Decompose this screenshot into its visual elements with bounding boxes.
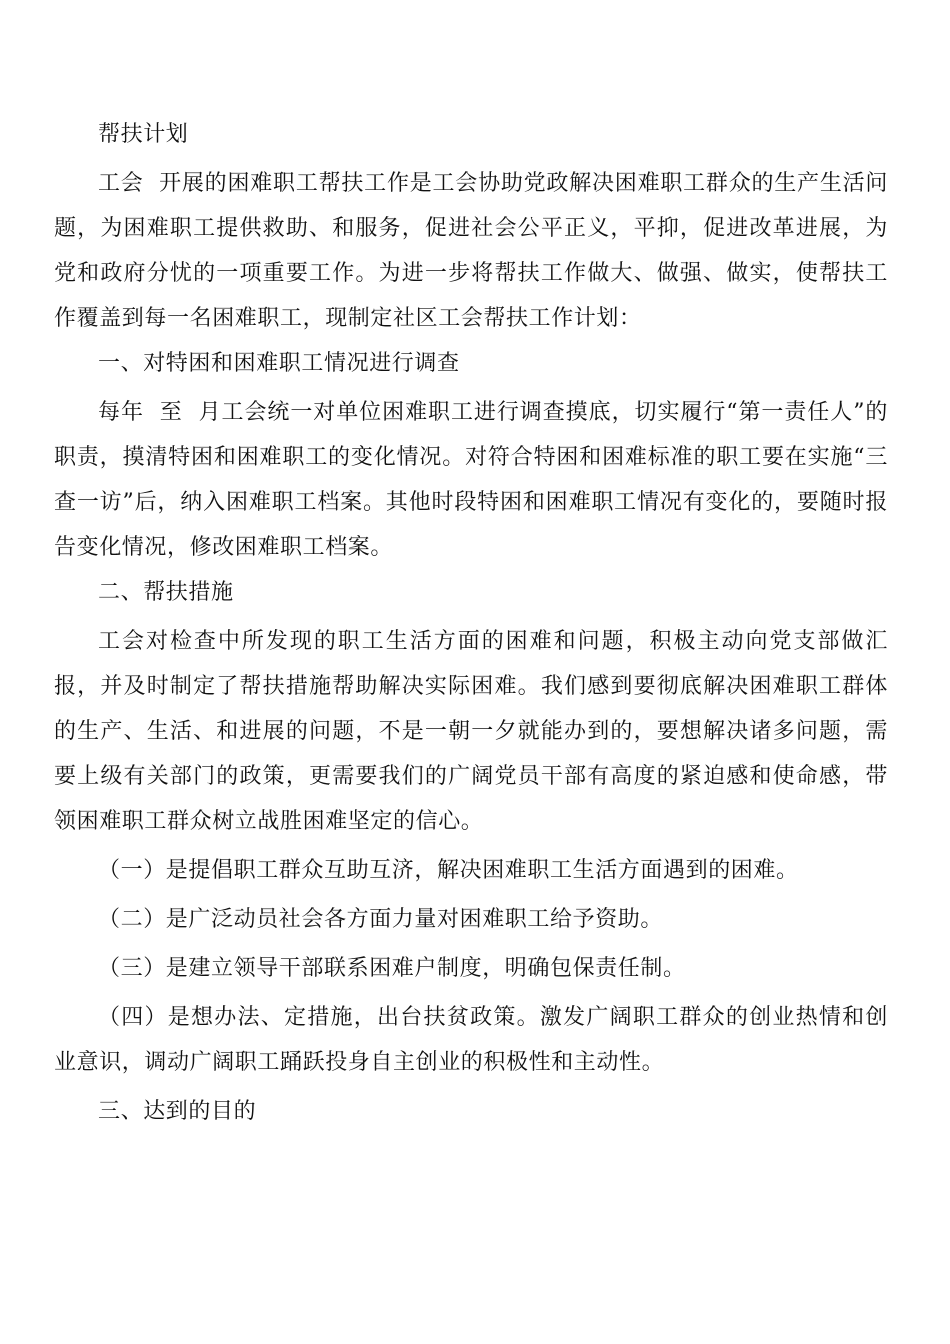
- section-1-heading: 一、对特困和困难职工情况进行调查: [98, 351, 460, 376]
- document-page: [54, 112, 888, 1134]
- section-2-body: 工会对检查中所发现的职工生活方面的困难和问题，积极主动向党支部做汇报，并及时制定了帮扶措施帮助解决实际困难。我们感到要彻底解决困难职工群体的生产、生活、和进展的问题，不是一朝一夕就能办到的，要想解决诸多问题，需要上级有关部门的政策，更需要我们的广阔党员干部有高度的紧迫感和使命感，带领困难职工群众树立战胜困难坚定的信心。: [54, 629, 888, 834]
- intro-paragraph: 工会 开展的困难职工帮扶工作是工会协助党政解决困难职工群众的生产生活问题，为困难职工提供救助、和服务，促进社会公平正义，平抑，促进改革进展，为党和政府分忧的一项重要工作。为进一步将帮扶工作做大、做强、做实，使帮扶工作覆盖到每一名困难职工，现制定社区工会帮扶工作计划：: [54, 171, 888, 331]
- document-title: 帮扶计划: [98, 122, 189, 147]
- measure-item-2: （二）是广泛动员社会各方面力量对困难职工给予资助。: [98, 907, 664, 932]
- section-1-body: 每年 至 月工会统一对单位困难职工进行调查摸底，切实履行“第一责任人”的职责，摸清特困和困难职工的变化情况。对符合特困和困难标准的职工要在实施“三查一访”后，纳入困难职工档案。其他时段特困和困难职工情况有变化的，要随时报告变化情况，修改困难职工档案。: [54, 400, 888, 560]
- section-3-heading: 三、达到的目的: [98, 1099, 257, 1124]
- measure-item-1: （一）是提倡职工群众互助互济，解决困难职工生活方面遇到的困难。: [98, 858, 799, 883]
- section-2-heading: 二、帮扶措施: [98, 580, 234, 605]
- measure-item-4: （四）是想办法、定措施，出台扶贫政策。激发广阔职工群众的创业热情和创业意识，调动广阔职工踊跃投身自主创业的积极性和主动性。: [54, 1005, 888, 1075]
- measure-item-3: （三）是建立领导干部联系困难户制度，明确包保责任制。: [98, 956, 686, 981]
